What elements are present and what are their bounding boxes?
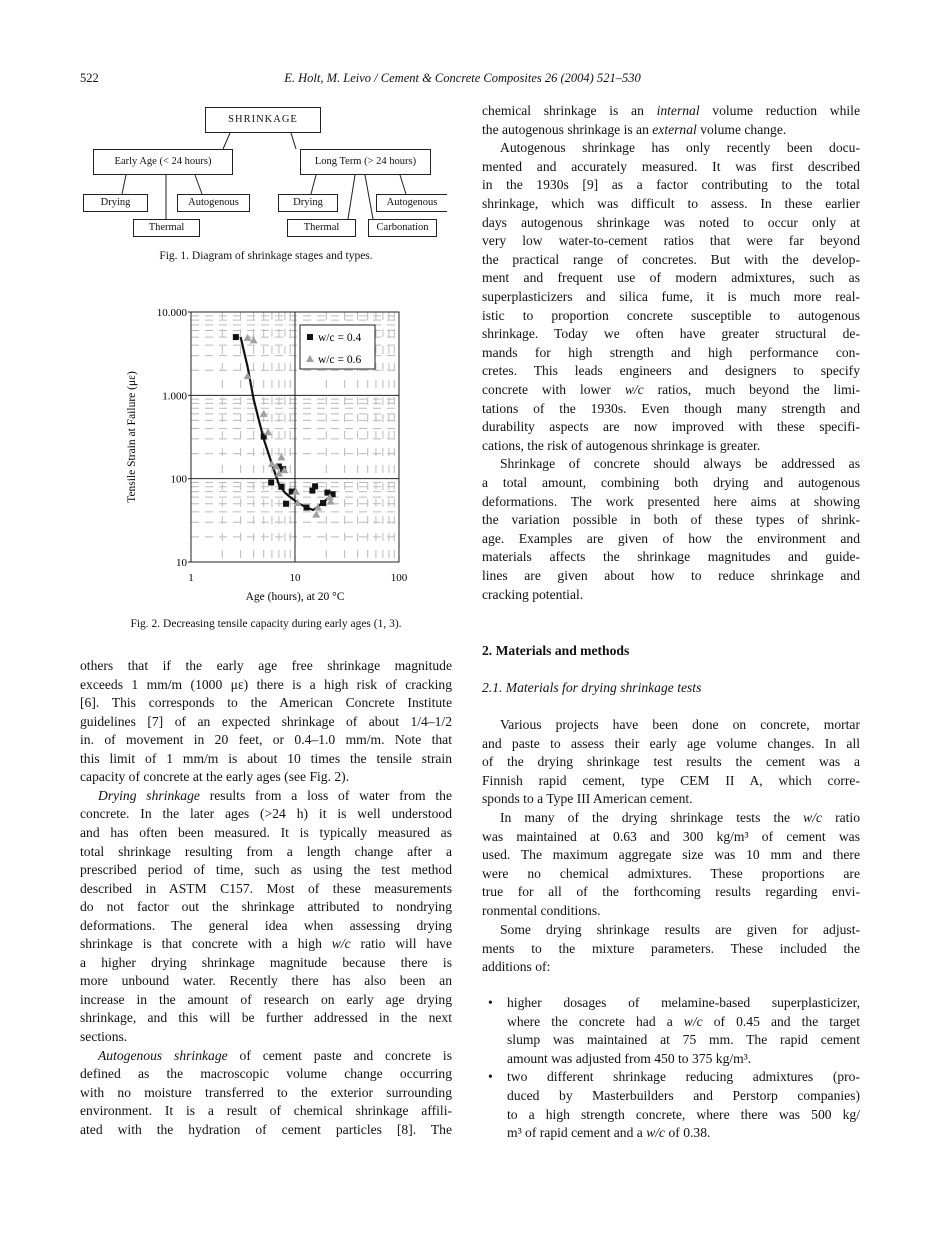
text-line: was maintained at 0.63 and 300 kg/m³ of cement was: [482, 828, 860, 844]
text-line: a higher drying shrinkage magnitude because there is: [80, 954, 452, 970]
text-line: Some drying shrinkage results are given for adjust-: [500, 922, 860, 937]
text-line: deformations. The work presented here aims at showing: [482, 493, 860, 509]
text-line: ments to the mixture parameters. These included the: [482, 940, 860, 956]
text-line: guidelines [7] of an expected shrinkage of about 1/4–1/2: [80, 713, 452, 729]
text-line: very low water-to-cement ratios that were far beyond: [482, 233, 860, 249]
x-tick-label: 100: [390, 572, 408, 584]
text-line: this limit of 1 mm/m is about 10 times the tensile strain: [80, 750, 452, 766]
diagram-node-early-thermal: Thermal: [133, 219, 200, 237]
text-line: concrete with lower w/c ratios, much beyond the limi-: [482, 382, 860, 397]
y-tick-label: 10: [176, 557, 187, 569]
diagram-node-carbonation: Carbonation: [368, 219, 437, 237]
text-line: shrinkage. Today we often have greater structural de-: [482, 326, 860, 342]
y-axis-label: Tensile Strain at Failure (με): [126, 371, 138, 503]
text-line: concrete. In the later ages (>24 h) it is well understood: [80, 806, 452, 822]
data-point-wc-0.4: [283, 501, 289, 507]
data-point-wc-0.4: [312, 483, 318, 489]
text-line: In many of the drying shrinkage tests the w/c ratio: [500, 810, 860, 825]
text-line: additions of:: [482, 959, 551, 975]
text-line: slump was maintained at 75 mm. The rapid cement: [507, 1032, 860, 1048]
text-line: and has often been measured. It is typically measured as: [80, 824, 452, 840]
italic-term: w/c: [331, 936, 351, 952]
section-heading: 2. Materials and methods: [482, 643, 630, 658]
x-tick-label: 10: [289, 572, 301, 584]
text-line: described in ASTM C157. Most of these measurements: [80, 880, 452, 896]
text-line: shrinkage, which was difficult to assess. In these earlier: [482, 196, 860, 211]
text-line: others that if the early age free shrinkage magnitude: [80, 658, 452, 673]
text-line: total shrinkage resulting from a length change after a: [80, 843, 452, 859]
text-line: cracking potential.: [482, 586, 584, 602]
figure-1-caption: Fig. 1. Diagram of shrinkage stages and types.: [159, 250, 373, 262]
text-line: prescribed period of time, such as using the test method: [80, 862, 452, 878]
text-line: true for all of the forthcoming results regarding envi-: [482, 884, 860, 900]
text-line: capacity of concrete at the early ages (see Fig. 2).: [80, 769, 350, 785]
italic-term: w/c: [683, 1013, 703, 1029]
legend-label: w/c = 0.6: [318, 354, 362, 366]
text-line: Autogenous shrinkage of cement paste and concrete is: [98, 1047, 452, 1063]
text-line: ated with the hydration of cement particles [8]. The: [80, 1121, 452, 1137]
italic-term: Drying shrinkage: [98, 787, 200, 803]
text-line: increase in the amount of research on early age drying: [80, 991, 452, 1007]
text-line: Drying shrinkage results from a loss of water from the: [98, 787, 453, 803]
text-line: tations of the 1930s. Even though many strength and: [482, 400, 860, 416]
data-point-wc-0.6: [264, 428, 272, 435]
text-line: ment and frequent use of modern admixtures, such as: [482, 270, 860, 286]
text-line: where the concrete had a w/c of 0.45 and the target: [507, 1013, 860, 1029]
y-tick-label: 1.000: [162, 390, 187, 403]
legend-marker-square: [307, 334, 313, 340]
text-line: istic to proportion concrete susceptible to autogenous: [482, 307, 860, 323]
text-line: age. Examples are given of how the environment and: [482, 530, 860, 546]
text-line: durability aspects are now improved with these specifi-: [482, 419, 860, 435]
italic-term: external: [652, 121, 697, 137]
figure-2-caption: Fig. 2. Decreasing tensile capacity during early ages (1, 3).: [130, 618, 402, 630]
text-line: sections.: [80, 1029, 128, 1044]
text-line: mented and accurately measured. It was first described: [482, 158, 860, 174]
diagram-node-long-term: Long Term (> 24 hours): [300, 149, 431, 175]
text-line: materials affects the shrinkage magnitudes and guide-: [482, 549, 860, 565]
text-line: chemical shrinkage is an internal volume reduction while: [482, 103, 860, 118]
italic-term: w/c: [624, 382, 644, 397]
italic-term: internal: [656, 103, 700, 118]
text-line: exceeds 1 mm/m (1000 με) there is a high risk of cracking: [80, 676, 452, 692]
diagram-node-long-thermal: Thermal: [287, 219, 356, 237]
diagram-node-long-autogenous: Autogenous: [376, 194, 447, 212]
diagram-node-long-drying: Drying: [278, 194, 338, 212]
text-line: m³ of rapid cement and a w/c of 0.38.: [507, 1125, 711, 1141]
text-line: mands for high strength and high performance con-: [482, 344, 860, 360]
text-line: defined as the macroscopic volume change occurring: [80, 1066, 452, 1082]
legend-label: w/c = 0.4: [318, 332, 362, 344]
bullet-icon: •: [488, 1069, 493, 1085]
text-line: do not factor out the shrinkage attributed to nondrying: [80, 899, 452, 915]
text-line: amount was adjusted from 450 to 375 kg/m³.: [507, 1050, 752, 1066]
text-line: used. The maximum aggregate size was 10 mm and there: [482, 847, 860, 863]
subsection-heading: 2.1. Materials for drying shrinkage tests: [482, 680, 702, 695]
diagram-node-early-autogenous: Autogenous: [177, 194, 250, 212]
text-line: Finnish rapid cement, type CEM II A, which corre-: [482, 772, 860, 788]
text-line: shrinkage, and this will be further addressed in the next: [80, 1010, 452, 1026]
diagram-node-shrinkage: SHRINKAGE: [205, 107, 321, 133]
text-line: the autogenous shrinkage is an external volume change.: [482, 121, 787, 137]
text-line: days autogenous shrinkage was noted to occur only at: [482, 214, 860, 230]
text-line: in. of movement in 20 feet, or 0.4–1.0 mm/m. Note that: [80, 732, 452, 748]
text-line: Various projects have been done on concrete, mortar: [500, 717, 860, 732]
data-point-wc-0.6: [244, 372, 252, 379]
text-line: sponds to a Type III American cement.: [482, 791, 693, 807]
text-line: and paste to assess their early age volume changes. In all: [482, 735, 860, 751]
diagram-node-early-drying: Drying: [83, 194, 148, 212]
text-line: higher dosages of melamine-based superplasticizer,: [507, 995, 860, 1010]
data-point-wc-0.4: [278, 484, 284, 490]
text-line: [6]. This corresponds to the American Concrete Institute: [80, 695, 452, 711]
text-line: shrinkage is that concrete with a high w/c ratio will have: [80, 936, 452, 952]
y-tick-label: 100: [170, 473, 187, 486]
text-line: were no chemical admixtures. These proportions are: [482, 865, 860, 881]
text-line: Autogenous shrinkage has only recently been docu-: [500, 140, 860, 156]
text-line: ronmental conditions.: [482, 903, 601, 918]
text-line: in the 1930s [9] as a factor contributing to the total: [482, 177, 860, 193]
italic-term: w/c: [803, 810, 823, 825]
data-point-wc-0.4: [320, 500, 326, 506]
text-line: lines are given about how to reduce shrinkage and: [482, 568, 860, 583]
text-line: deformations. The general idea when assessing drying: [80, 917, 452, 933]
text-line: the variation possible in both of these types of shrink-: [482, 512, 860, 528]
text-line: duced by Masterbuilders and Perstorp companies): [507, 1088, 860, 1103]
text-line: superplasticizers and silica fume, it is much more real-: [482, 289, 860, 304]
x-axis-label: Age (hours), at 20 °C: [245, 591, 345, 603]
diagram-node-early-age: Early Age (< 24 hours): [93, 149, 233, 175]
y-tick-label: 10.000: [156, 307, 187, 319]
text-line: Shrinkage of concrete should always be addressed as: [500, 456, 860, 472]
data-point-wc-0.4: [268, 479, 274, 485]
text-line: with no moisture transferred to the exterior surrounding: [80, 1084, 452, 1100]
running-title: E. Holt, M. Leivo / Cement & Concrete Composites 26 (2004) 521–530: [284, 71, 641, 85]
page-number: 522: [80, 71, 99, 85]
text-line: environment. It is a result of chemical shrinkage affili-: [80, 1103, 452, 1119]
text-line: a total amount, combining both drying and autogenous: [482, 475, 860, 490]
text-line: two different shrinkage reducing admixtures (pro-: [507, 1069, 860, 1085]
italic-term: Autogenous shrinkage: [98, 1047, 228, 1063]
data-point-wc-0.4: [304, 505, 310, 511]
bullet-icon: •: [488, 995, 493, 1010]
text-line: the practical range of concretes. But with the develop-: [482, 251, 860, 267]
text-line: of the drying shrinkage test results the cement was a: [482, 754, 860, 770]
text-line: more unbound water. Recently there has also been an: [80, 973, 452, 989]
italic-term: w/c: [646, 1125, 666, 1141]
text-line: cations, the risk of autogenous shrinkage is greater.: [482, 437, 761, 453]
text-line: cretes. This leads engineers and designers to specify: [482, 363, 860, 379]
chart-svg: [0, 0, 470, 640]
data-point-wc-0.4: [233, 334, 239, 340]
x-tick-label: 1: [188, 572, 194, 584]
text-line: to a high strength concrete, where there was 500 kg/: [507, 1106, 860, 1122]
